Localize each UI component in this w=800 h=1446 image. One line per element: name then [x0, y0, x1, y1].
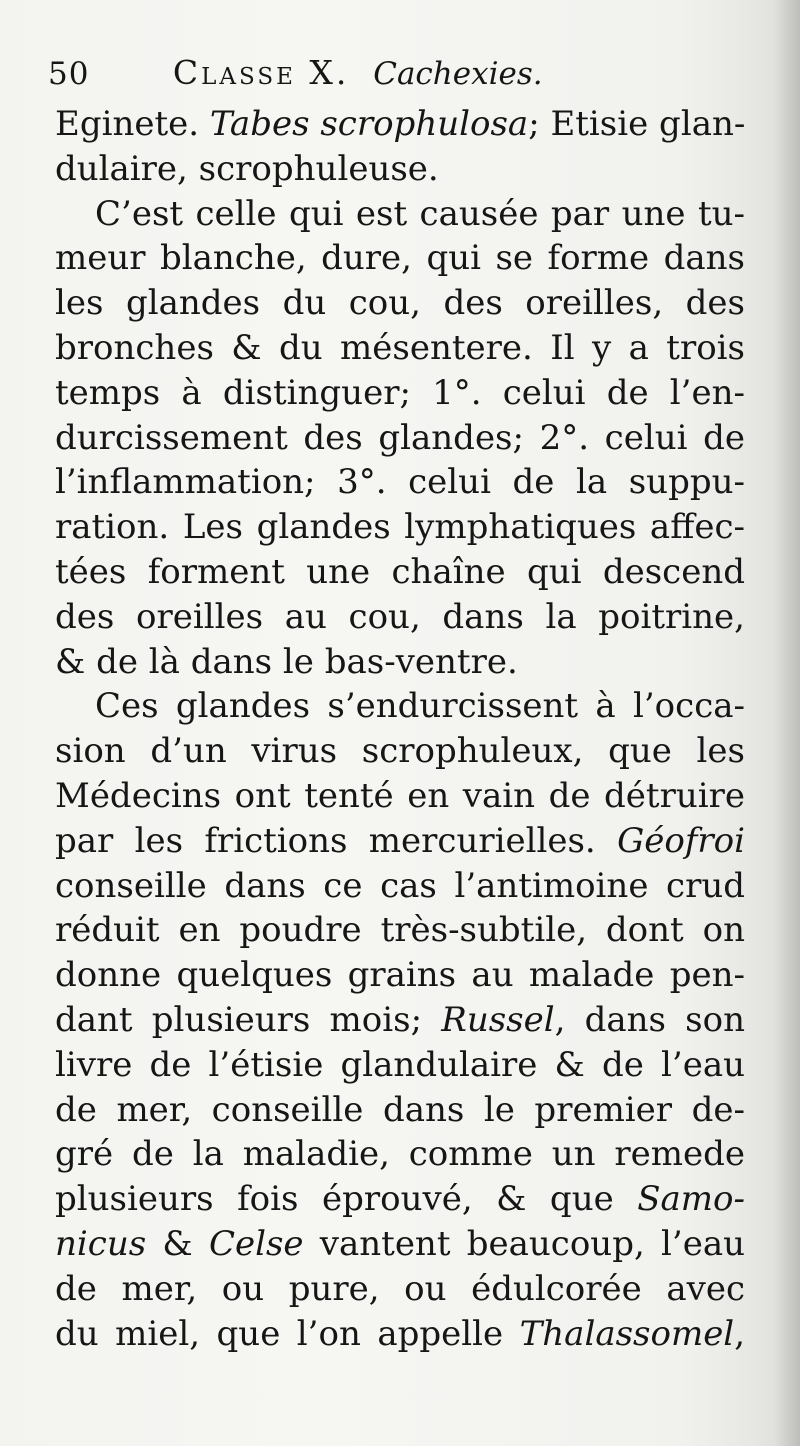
author-name: Russel: [441, 999, 555, 1040]
text-line-21: [55, 998, 745, 1043]
text-line-4: meur blanche, dure, qui se forme dans: [55, 238, 745, 279]
text-line-5: les glandes du cou, des oreilles, des: [55, 283, 745, 324]
text-fragment: ,: [734, 1313, 745, 1354]
text-line-23: de mer, conseille dans le premier de-: [55, 1089, 745, 1130]
text-line-24: gré de la maladie, comme un remede: [55, 1134, 745, 1175]
text-line-28: [55, 1312, 745, 1357]
text-line-6: bronches & du mésentere. Il y a trois: [55, 327, 745, 368]
page-edge-shadow: [774, 0, 800, 1446]
text-line-19: réduit en poudre très-subtile, dont on: [55, 910, 745, 951]
text-line-9: l’inflammation; 3°. celui de la suppu-: [55, 462, 745, 503]
text-line-15: sion d’un virus scrophuleux, que les: [55, 731, 745, 772]
running-title: Classe X.: [172, 53, 350, 92]
text-line-22: livre de l’étisie glandulaire & de l’eau: [55, 1044, 745, 1085]
author-name: Géofroi: [617, 820, 745, 861]
text-line-7: temps à distinguer; 1°. celui de l’en-: [55, 372, 745, 413]
text-fragment: du miel, que l’on appelle: [55, 1313, 520, 1354]
text-line-26: [55, 1222, 745, 1267]
text-fragment: plusieurs fois éprouvé, & que: [55, 1179, 638, 1220]
author-name: Celse: [208, 1223, 304, 1264]
author-name: nicus: [55, 1223, 147, 1264]
text-line-1: [55, 102, 745, 147]
text-line-14: Ces glandes s’endurcissent à l’occa-: [95, 686, 745, 727]
text-fragment: &: [146, 1223, 209, 1264]
text-fragment: , dans son: [554, 999, 745, 1040]
text-line-17: [55, 819, 745, 864]
text-line-12: des oreilles au cou, dans la poitrine,: [55, 596, 745, 637]
text-fragment: vantent beaucoup, l’eau: [303, 1223, 745, 1264]
text-line-13: & de là dans le bas-ventre.: [55, 641, 518, 682]
text-fragment: ; Etisie glan-: [528, 104, 746, 144]
running-header: [48, 48, 738, 98]
text-fragment: par les frictions mercurielles.: [55, 820, 618, 861]
running-subtitle: Cachexies.: [373, 56, 543, 92]
text-line-8: durcissement des glandes; 2°. celui de: [55, 417, 745, 458]
text-line-16: Médecins ont tenté en vain de détruire: [55, 775, 745, 816]
text-line-10: ration. Les glandes lymphatiques affec-: [55, 507, 745, 548]
latin-term: Tabes scrophulosa: [209, 104, 529, 144]
text-line-25: [55, 1177, 745, 1222]
author-name: Samo-: [637, 1179, 745, 1220]
text-line-2: dulaire, scrophuleuse.: [55, 148, 439, 189]
term-name: Thalassomel: [519, 1313, 735, 1354]
body-text: [55, 102, 745, 1382]
text-line-18: conseille dans ce cas l’antimoine crud: [55, 865, 745, 906]
text-line-20: donne quelques grains au malade pen-: [55, 955, 745, 996]
text-line-11: tées forment une chaîne qui descend: [55, 551, 745, 592]
text-fragment: Eginete.: [55, 104, 210, 144]
text-line-3: C’est celle qui est causée par une tu-: [95, 193, 745, 234]
text-fragment: dant plusieurs mois;: [55, 999, 442, 1040]
text-line-27: de mer, ou pure, ou édulcorée avec: [55, 1268, 745, 1309]
page-number: 50: [48, 56, 90, 92]
